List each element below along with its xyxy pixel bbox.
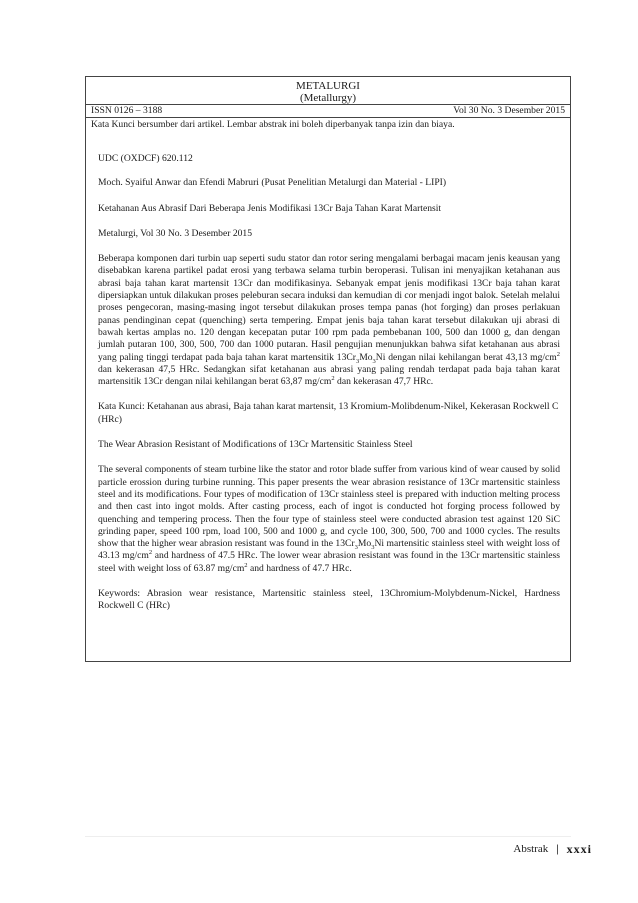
journal-name: METALURGI [296,80,360,92]
footer-section: Abstrak [513,843,549,855]
subscript: 3 [354,544,358,552]
abstract-content [86,153,570,613]
abstract-text: Mo [359,351,373,363]
subscript: 3 [372,357,376,365]
journal-header [86,77,570,104]
keywords-indonesian: Kata Kunci: Ketahanan aus abrasi, Baja tahan karat martensit, 13 Kromium-Molibdenum-Nikel, Kekerasan Rockwell C (HRc) [98,401,559,425]
citation: Metalurgi, Vol 30 No. 3 Desember 2015 [98,227,253,239]
title-indonesian: Ketahanan Aus Abrasif Dari Beberapa Jenis Modifikasi 13Cr Baja Tahan Karat Martensit [98,202,442,214]
page-footer [513,842,592,856]
abstract-text: dan kekerasan 47,5 HRc. Sedangkan sifat ketahanan aus abrasi yang paling rendah terdapat pada baja tahan karat martensitik 13Cr dengan nilai kehilangan berat 63,87 mg/cm [98,363,560,388]
issn-number: ISSN 0126 – 3188 [91,105,163,116]
volume-info: Vol 30 No. 3 Desember 2015 [453,105,565,116]
subscript: 3 [371,544,375,552]
abstract-english [98,464,560,575]
superscript: 2 [148,549,153,557]
abstract-indonesian [98,253,560,388]
abstract-text: dan kekerasan 47,7 HRc. [334,376,434,388]
authors: Moch. Syaiful Anwar dan Efendi Mabruri (Pusat Penelitian Metalurgi dan Material - LIPI) [98,177,447,189]
title-english: The Wear Abrasion Resistant of Modifications of 13Cr Martensitic Stainless Steel [98,439,413,451]
abstract-text: Mo [357,538,372,550]
superscript: 2 [331,374,335,382]
abstract-text: and hardness of 47.7 HRc. [247,562,352,574]
abstract-sheet [85,76,571,662]
abstract-text: Ni martensitic stainless steel with weight loss of 43.13 mg/cm [98,538,561,562]
udc-code: UDC (OXDCF) 620.112 [98,153,193,164]
keywords-english: Keywords: Abrasion wear resistance, Martensitic stainless steel, 13Chromium-Molybdenum-Nickel, Hardness Rockwell C (HRc) [98,588,560,612]
superscript: 2 [244,561,248,569]
page-number: xxxi [566,842,592,856]
copy-notice: Kata Kunci bersumber dari artikel. Lembar abstrak ini boleh diperbanyak tanpa izin dan biaya. [86,117,570,132]
abstract-text: Beberapa komponen dari turbin uap seperti sudu stator dan rotor sering mengalami berbagai macam jenis keausan yang disebabkan karena partikel padat erosi yang terbawa selama turbin beroperasi. Tulisan ini menyajikan ketahanan aus abrasi baja tahan karat martensit 13Cr dan modifikasinya. Sebanyak empat jenis modifikasi 13Cr baja tahan karat dipersiapkan untuk dilakukan proses peleburan secara induksi dan kemudian di cor menjadi ingot balok. Setelah melalui proses pengecoran, masing-masing ingot tersebut dilakukan proses tempa panas (hot forging) dan proses perlakuan panas pendinginan cepat (quenching) serta tempering. Empat jenis baja tahan karat tersebut dilakukan uji abrasi di bawah kertas amplas no. 120 dengan kecepatan putar 100 rpm pada pembebanan 100, 500 dan 1000 g, dan dengan jumlah putaran 100, 300, 500, 700 dan 1000 putaran. Hasil pengujian menunjukkan bahwa sifat ketahanan aus abrasi yang paling tinggi terdapat pada baja tahan karat martensitik 13Cr [98,253,560,363]
abstract-text: Ni dengan nilai kehilangan berat 43,13 mg/cm [375,351,557,363]
superscript: 2 [556,350,560,358]
journal-subtitle: (Metallurgy) [299,92,356,104]
issn-row [86,104,570,117]
footer-divider [85,836,571,837]
abstract-text: and hardness of 47.5 HRc. The lower wear abrasion resistant was found in the 13Cr martensitic stainless steel with weight loss of 63.87 mg/cm [98,550,560,574]
abstract-text: The several components of steam turbine like the stator and rotor blade suffer from various kind of wear caused by solid particle erossion during turbine running. This paper presents the wear abrasion resistance of 13Cr martensitic stainless steel and its modifications. Four types of modification of 13Cr stainless steel is prepared with induction melting process and then cast into ingot molds. After casting process, each of ingot is conducted hot forging process followed by quenching and tempering process. Then the four type of stainless steel were conducted abrasion test against 120 SiC grinding paper, speed 100 rpm, load 100, 500 and 1000 g, and cycle 100, 300, 500, 700 and 1000 cycles. The results show that the higher wear abrasion resistant was found in the 13Cr [98,464,560,550]
footer-separator: | [556,843,559,855]
subscript: 3 [355,357,360,365]
